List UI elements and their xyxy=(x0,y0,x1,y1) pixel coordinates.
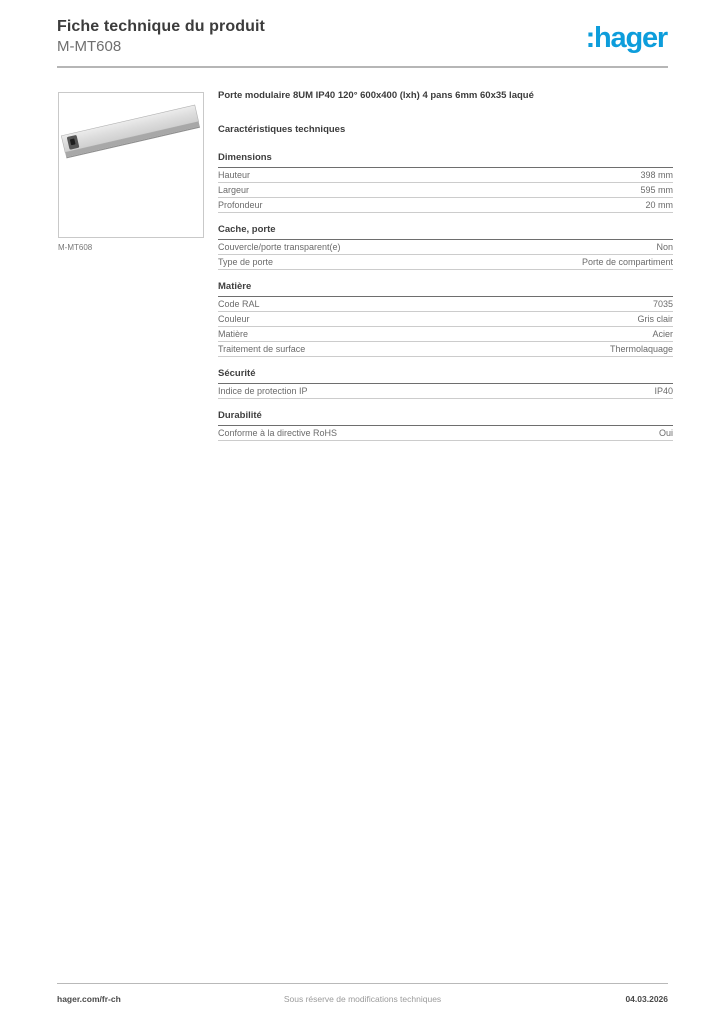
footer-date: 04.03.2026 xyxy=(625,994,668,1004)
spec-label: Matière xyxy=(218,329,249,339)
section-title: Matière xyxy=(218,281,673,297)
spec-label: Type de porte xyxy=(218,257,274,267)
section-rows xyxy=(218,168,673,213)
footer-disclaimer: Sous réserve de modifications techniques xyxy=(283,994,442,1004)
spec-value: 20 mm xyxy=(645,200,673,210)
spec-row xyxy=(218,342,673,357)
spec-label: Indice de protection IP xyxy=(218,386,308,396)
section-rows xyxy=(218,297,673,357)
product-image-caption: M-MT608 xyxy=(58,243,93,252)
spec-section xyxy=(218,224,673,270)
spec-section xyxy=(218,368,673,399)
header xyxy=(57,17,667,56)
spec-label: Largeur xyxy=(218,185,250,195)
footer-website: hager.com/fr-ch xyxy=(57,994,121,1004)
spec-section xyxy=(218,281,673,357)
main-content xyxy=(218,90,673,441)
characteristics-heading: Caractéristiques techniques xyxy=(218,124,346,135)
product-reference: M-MT608 xyxy=(57,38,122,55)
spec-label: Couvercle/porte transparent(e) xyxy=(218,242,341,252)
spec-value: Non xyxy=(656,242,673,252)
hager-logo: :hager xyxy=(585,22,667,54)
spec-section xyxy=(218,410,673,441)
product-image xyxy=(58,92,204,238)
spec-row xyxy=(218,168,673,183)
section-title: Sécurité xyxy=(218,368,673,384)
product-description: Porte modulaire 8UM IP40 120° 600x400 (lxh) 4 pans 6mm 60x35 laqué xyxy=(218,90,534,101)
spec-value: Acier xyxy=(652,329,673,339)
spec-label: Traitement de surface xyxy=(218,344,306,354)
spec-label: Couleur xyxy=(218,314,250,324)
footer xyxy=(57,994,668,1004)
spec-row xyxy=(218,240,673,255)
spec-row xyxy=(218,312,673,327)
spec-row xyxy=(218,183,673,198)
page-title: Fiche technique du produit xyxy=(57,18,265,35)
spec-value: Oui xyxy=(658,428,673,438)
spec-value: Porte de compartiment xyxy=(581,257,673,267)
spec-row xyxy=(218,297,673,312)
spec-row xyxy=(218,255,673,270)
section-title: Dimensions xyxy=(218,152,673,168)
section-rows xyxy=(218,240,673,270)
spec-row xyxy=(218,426,673,441)
spec-label: Profondeur xyxy=(218,200,263,210)
spec-section xyxy=(218,152,673,213)
spec-label: Hauteur xyxy=(218,170,251,180)
spec-label: Conforme à la directive RoHS xyxy=(218,428,338,438)
spec-value: Thermolaquage xyxy=(609,344,673,354)
spec-value: IP40 xyxy=(654,386,673,396)
spec-value: Gris clair xyxy=(637,314,673,324)
spec-row xyxy=(218,384,673,399)
section-rows xyxy=(218,426,673,441)
spec-sections xyxy=(218,152,673,441)
footer-divider xyxy=(57,983,668,984)
header-divider xyxy=(57,66,668,68)
spec-row xyxy=(218,198,673,213)
spec-value: 7035 xyxy=(652,299,673,309)
spec-value: 595 mm xyxy=(640,185,673,195)
spec-label: Code RAL xyxy=(218,299,260,309)
section-title: Durabilité xyxy=(218,410,673,426)
metal-door-panel-illustration xyxy=(59,93,203,237)
spec-row xyxy=(218,327,673,342)
section-rows xyxy=(218,384,673,399)
spec-value: 398 mm xyxy=(640,170,673,180)
section-title: Cache, porte xyxy=(218,224,673,240)
